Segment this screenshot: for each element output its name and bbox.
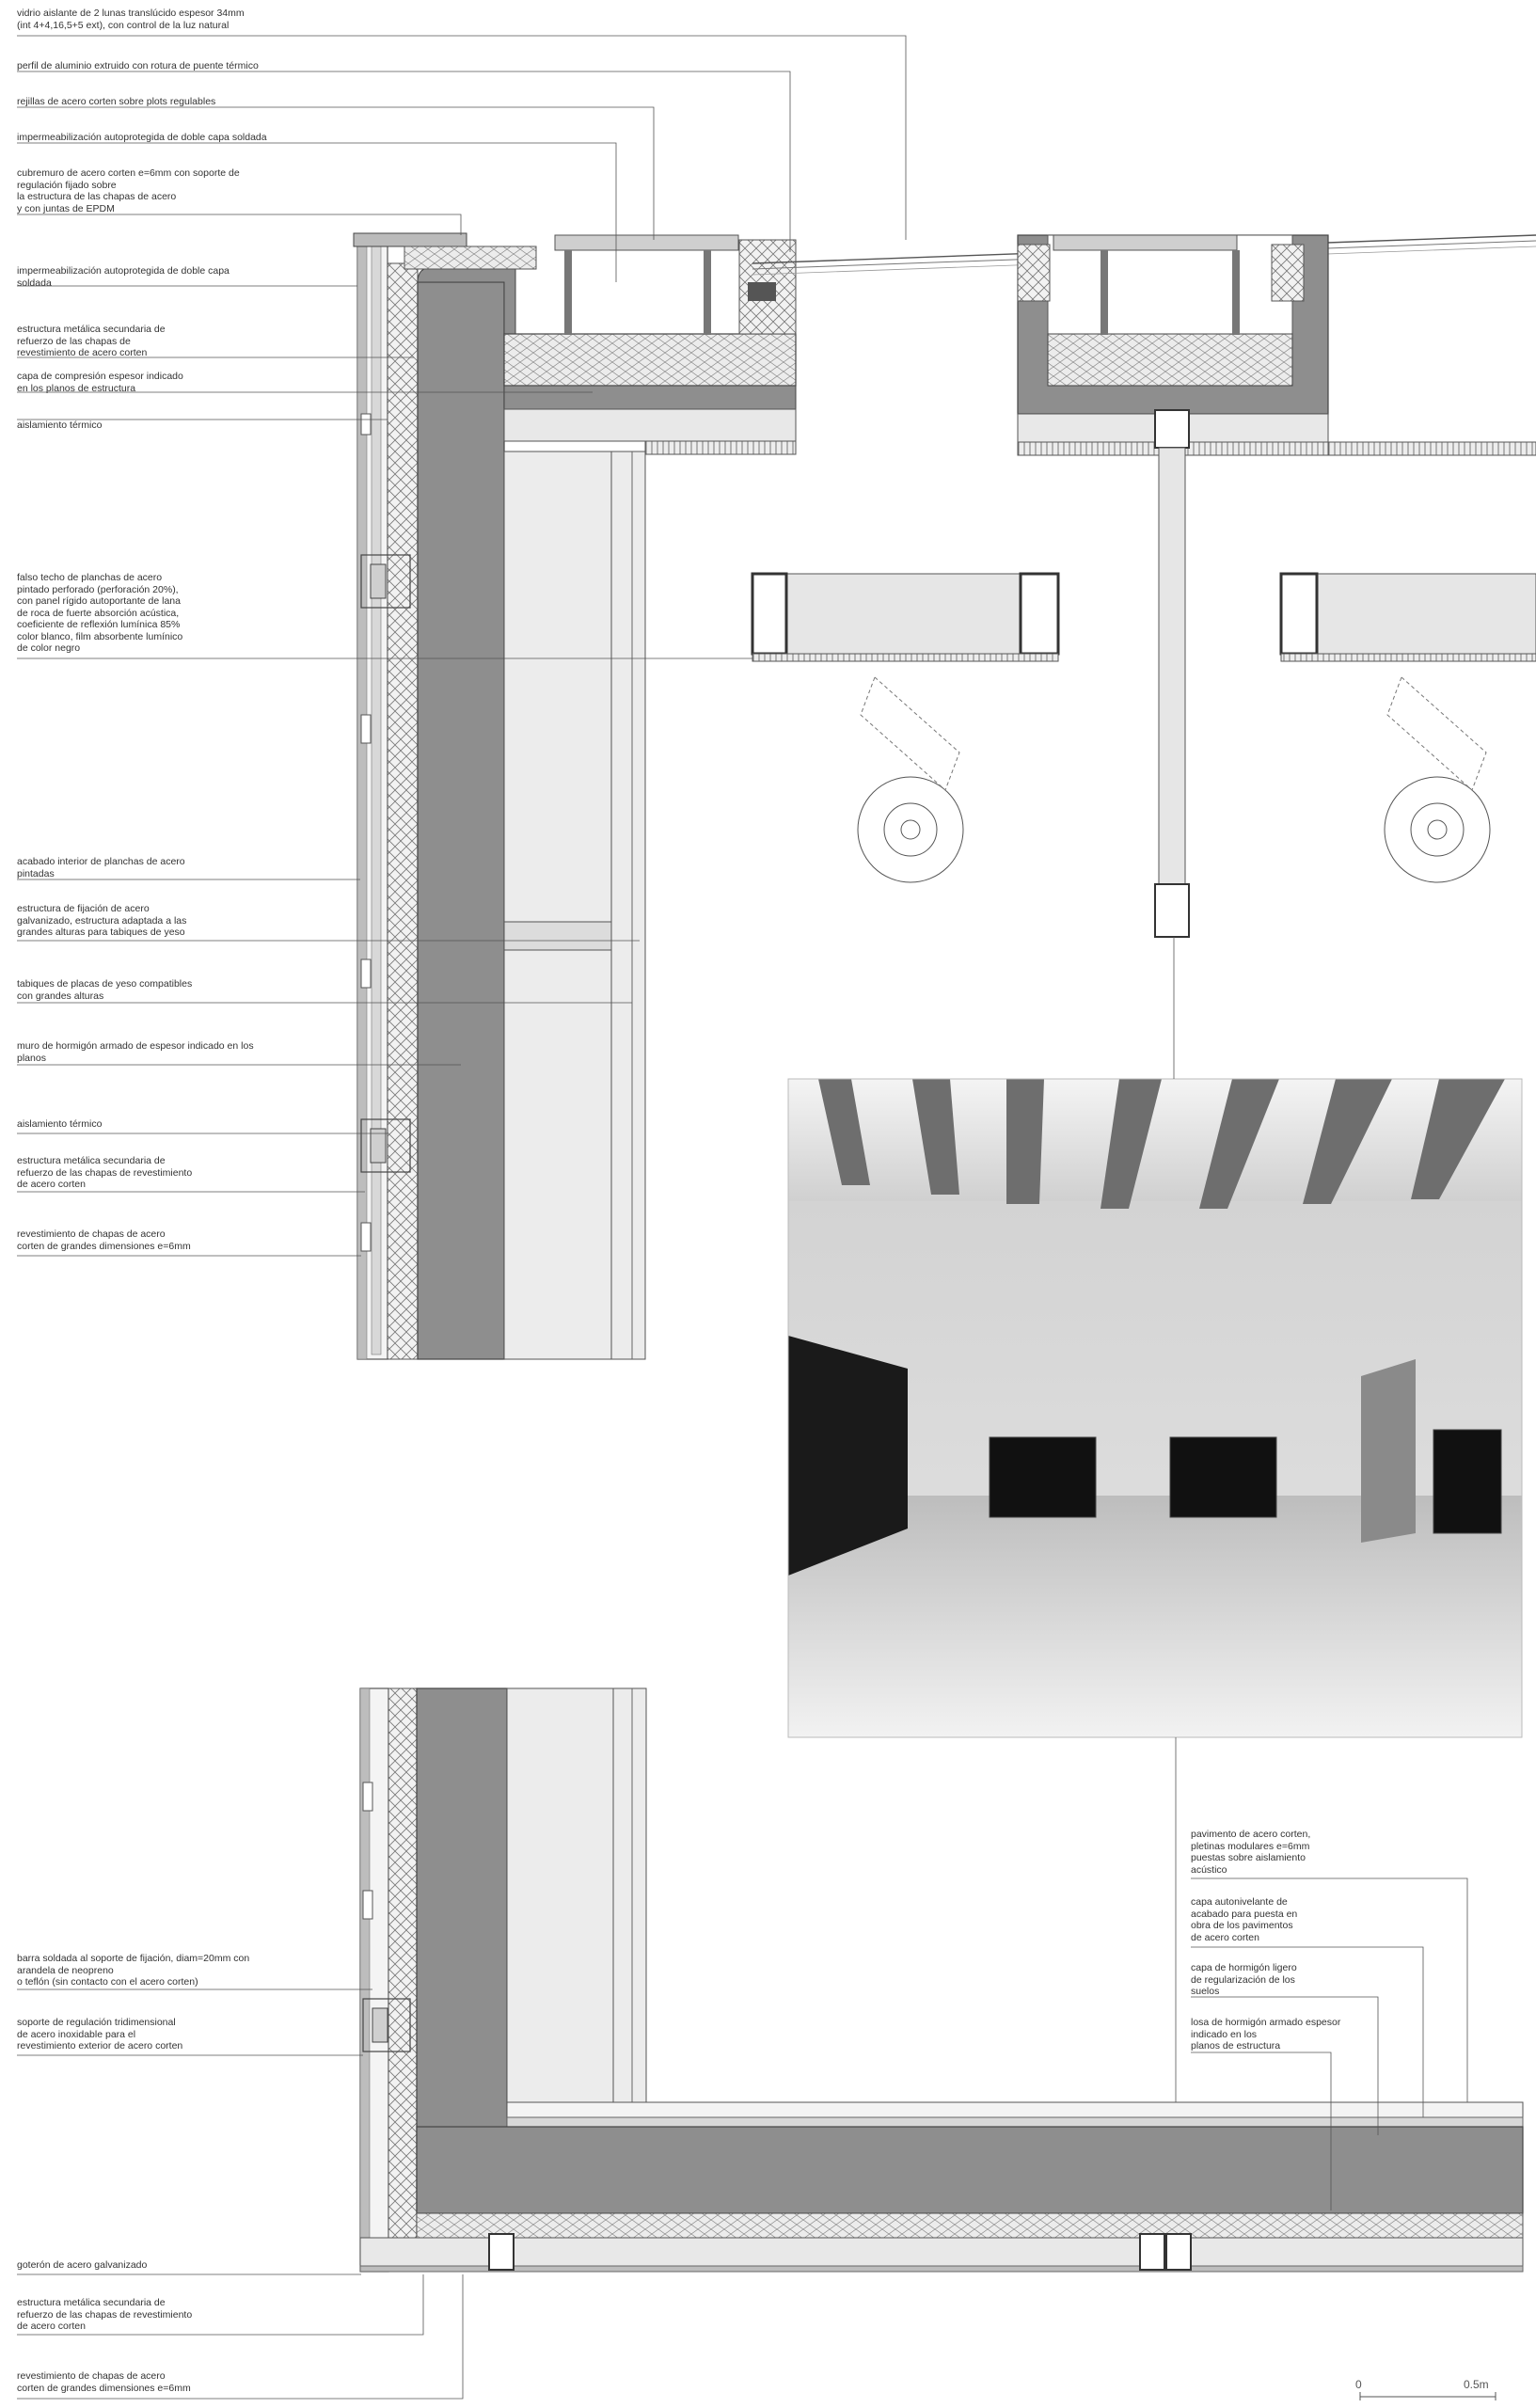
- label-plasterboard: tabiques de placas de yeso compatibles con grandes alturas: [17, 978, 193, 1002]
- gallery-photo: [788, 1079, 1522, 1737]
- label-thermal-insulation: aislamiento térmico: [17, 420, 103, 431]
- label-interior-finish: acabado interior de planchas de acero pintadas: [17, 856, 185, 879]
- label-secondary-structure-2: estructura metálica secundaria de refuerzo de las chapas de revestimiento de acero corten: [17, 1155, 193, 1190]
- label-drip: goterón de acero galvanizado: [17, 2259, 148, 2271]
- label-light-concrete: capa de hormigón ligero de regularización de los suelos: [1191, 1962, 1297, 1997]
- label-self-levelling: capa autonivelante de acabado para puesta en obra de los pavimentos de acero corten: [1191, 1896, 1298, 1943]
- scale-end-label: 0.5m: [1464, 2378, 1489, 2391]
- scale-bar: [1360, 2392, 1496, 2400]
- label-regulation-support: soporte de regulación tridimensional de acero inoxidable para el revestimiento exterior de acero corten: [17, 2017, 183, 2052]
- label-corten-cladding: revestimiento de chapas de acero corten de grandes dimensiones e=6mm: [17, 1228, 191, 1252]
- label-waterproofing: impermeabilización autoprotegida de doble capa soldada: [17, 132, 267, 143]
- label-concrete-slab: losa de hormigón armado espesor indicado en los planos de estructura: [1191, 2017, 1341, 2052]
- label-welded-bar: barra soldada al soporte de fijación, diam=20mm con arandela de neopreno o teflón (sin contacto con el acero corten): [17, 1953, 250, 1988]
- scale-start-label: 0: [1355, 2378, 1362, 2391]
- label-corten-cladding-2: revestimiento de chapas de acero corten de grandes dimensiones e=6mm: [17, 2370, 191, 2394]
- label-waterproofing-2: impermeabilización autoprotegida de doble capa soldada: [17, 265, 230, 289]
- label-false-ceiling: falso techo de planchas de acero pintado perforado (perforación 20%), con panel rígido autoportante de lana de roca de fuerte absorción acústica, coeficiente de reflexión lumínica 85% color blanco, film absorbente lumínico de color negro: [17, 572, 183, 654]
- label-compression-layer: capa de compresión espesor indicado en los planos de estructura: [17, 371, 183, 394]
- label-aluminium-profile: perfil de aluminio extruido con rotura de puente térmico: [17, 60, 259, 71]
- label-secondary-structure: estructura metálica secundaria de refuerzo de las chapas de revestimiento de acero corten: [17, 324, 166, 358]
- label-secondary-structure-3: estructura metálica secundaria de refuerzo de las chapas de revestimiento de acero corten: [17, 2297, 193, 2332]
- label-corten-flooring: pavimento de acero corten, pletinas modulares e=6mm puestas sobre aislamiento acústico: [1191, 1829, 1311, 1876]
- label-coping: cubremuro de acero corten e=6mm con soporte de regulación fijado sobre la estructura de las chapas de acero y con juntas de EPDM: [17, 167, 240, 214]
- label-glass: vidrio aislante de 2 lunas translúcido espesor 34mm (int 4+4,16,5+5 ext), con control de la luz natural: [17, 8, 245, 31]
- label-grating: rejillas de acero corten sobre plots regulables: [17, 96, 216, 107]
- ceiling-beams: [752, 574, 1536, 882]
- label-thermal-insulation-2: aislamiento térmico: [17, 1118, 103, 1130]
- label-fixing-structure: estructura de fijación de acero galvanizado, estructura adaptada a las grandes alturas para tabiques de yeso: [17, 903, 187, 938]
- label-concrete-wall: muro de hormigón armado de espesor indicado en los planos: [17, 1040, 254, 1064]
